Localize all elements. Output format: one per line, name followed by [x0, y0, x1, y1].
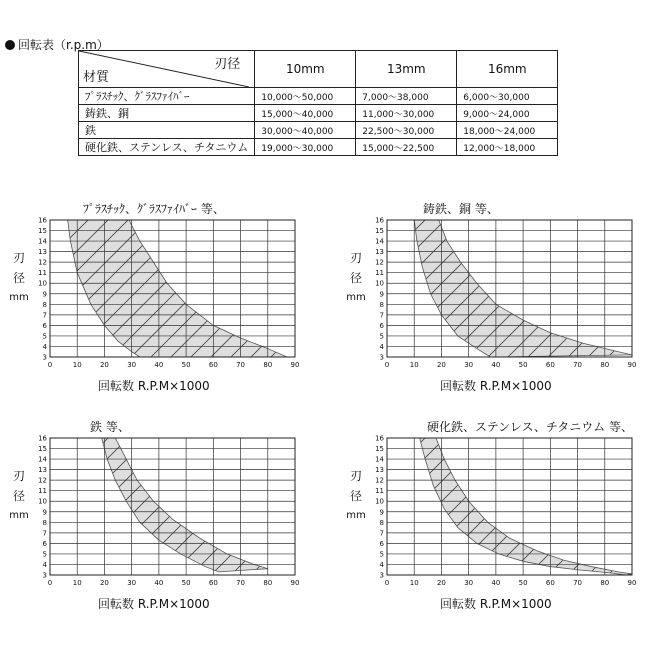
x-axis-label: 回転数 R.P.M×1000	[440, 379, 552, 393]
y-tick-label: 6	[379, 539, 384, 548]
x-axis-label: 回転数 R.P.M×1000	[440, 597, 552, 611]
column-header-10mm: 10mm	[255, 51, 356, 88]
y-tick-label: 7	[42, 529, 47, 538]
y-tick-label: 3	[42, 353, 47, 362]
chart-title: ﾌﾟﾗｽﾁｯｸ、ｸﾞﾗｽﾌｧｲﾊﾞｰ 等、	[83, 202, 225, 216]
x-tick-label: 30	[464, 361, 474, 369]
y-tick-label: 11	[38, 269, 47, 278]
header-diagonal-cell	[79, 51, 255, 88]
rpm-cell: 30,000～40,000	[255, 122, 356, 139]
y-tick-label: 10	[38, 279, 47, 288]
header-material: 材質	[83, 70, 110, 85]
y-tick-label: 5	[379, 332, 384, 341]
y-tick-label: 13	[38, 248, 47, 257]
x-tick-label: 20	[436, 579, 446, 587]
rpm-cell: 10,000～50,000	[255, 88, 356, 105]
x-tick-label: 50	[518, 579, 528, 587]
x-tick-label: 60	[208, 361, 218, 369]
x-tick-label: 60	[208, 579, 218, 587]
y-tick-label: 13	[375, 466, 384, 475]
x-tick-label: 10	[72, 579, 82, 587]
y-tick-label: 4	[379, 560, 384, 569]
chart-panel-cast-iron	[345, 200, 645, 393]
chart-panel-iron	[8, 418, 308, 611]
rpm-cell: 22,500～30,000	[356, 122, 457, 139]
table-row	[79, 105, 558, 122]
y-tick-label: 9	[42, 290, 47, 299]
x-tick-label: 50	[181, 579, 191, 587]
y-tick-label: 3	[379, 571, 384, 580]
y-tick-label: 16	[38, 216, 47, 225]
speed-range-band	[68, 220, 287, 357]
y-tick-label: 6	[42, 539, 47, 548]
x-tick-label: 90	[627, 579, 637, 587]
y-label-char: 径	[349, 489, 362, 503]
chart-svg	[8, 200, 308, 375]
y-tick-label: 8	[42, 300, 47, 309]
material-cell: 鉄	[79, 122, 255, 139]
x-tick-label: 80	[263, 361, 273, 369]
x-tick-label: 40	[491, 579, 501, 587]
y-tick-label: 16	[38, 434, 47, 443]
x-tick-label: 20	[436, 361, 446, 369]
header-diameter: 刃径	[214, 57, 241, 72]
y-label-char: 刃	[12, 469, 25, 483]
x-tick-label: 40	[491, 361, 501, 369]
y-tick-label: 3	[42, 571, 47, 580]
y-tick-label: 3	[379, 353, 384, 362]
y-tick-label: 5	[42, 550, 47, 559]
x-tick-label: 90	[290, 579, 300, 587]
y-tick-label: 13	[38, 466, 47, 475]
rpm-cell: 18,000～24,000	[457, 122, 558, 139]
chart-title: 鋳鉄、銅 等、	[423, 202, 499, 216]
y-label-char: 径	[12, 271, 25, 285]
y-tick-label: 7	[379, 529, 384, 538]
material-cell: 硬化鉄、ステンレス、チタニウム	[79, 139, 255, 156]
rpm-cell: 7,000～38,000	[356, 88, 457, 105]
y-tick-label: 8	[42, 518, 47, 527]
x-tick-label: 20	[99, 361, 109, 369]
chart-panel-hardened-steel	[345, 418, 645, 611]
x-tick-label: 30	[464, 579, 474, 587]
x-tick-label: 70	[236, 579, 246, 587]
x-tick-label: 80	[600, 579, 610, 587]
chart-title: 硬化鉄、ステンレス、チタニウム 等、	[427, 420, 633, 434]
y-label-char: 刃	[12, 251, 25, 265]
x-tick-label: 70	[236, 361, 246, 369]
x-tick-label: 30	[127, 361, 137, 369]
rpm-cell: 9,000～24,000	[457, 105, 558, 122]
x-tick-label: 60	[545, 579, 555, 587]
rpm-cell: 6,000～30,000	[457, 88, 558, 105]
rpm-cell: 15,000～40,000	[255, 105, 356, 122]
y-tick-label: 9	[379, 508, 384, 517]
y-tick-label: 6	[379, 321, 384, 330]
y-tick-label: 4	[42, 342, 47, 351]
x-axis-label: 回転数 R.P.M×1000	[98, 597, 210, 611]
rpm-cell: 11,000～30,000	[356, 105, 457, 122]
material-cell: 鋳鉄、銅	[79, 105, 255, 122]
y-tick-label: 15	[375, 445, 384, 454]
rpm-cell: 15,000～22,500	[356, 139, 457, 156]
y-tick-label: 4	[379, 342, 384, 351]
y-label-char: 刃	[349, 251, 362, 265]
y-tick-label: 7	[42, 311, 47, 320]
table-row	[79, 88, 558, 105]
table-row	[79, 139, 558, 156]
x-tick-label: 90	[627, 361, 637, 369]
y-tick-label: 7	[379, 311, 384, 320]
x-tick-label: 80	[263, 579, 273, 587]
x-tick-label: 40	[154, 579, 164, 587]
x-tick-label: 0	[384, 579, 390, 587]
y-tick-label: 10	[375, 497, 384, 506]
y-tick-label: 12	[38, 476, 47, 485]
x-tick-label: 60	[545, 361, 555, 369]
table-title-text: 回転表（r.p.m）	[18, 38, 109, 52]
y-tick-label: 14	[375, 455, 384, 464]
plot-frame	[50, 438, 295, 575]
y-tick-label: 8	[379, 518, 384, 527]
y-tick-label: 16	[375, 434, 384, 443]
rpm-table	[78, 50, 558, 156]
y-tick-label: 11	[375, 487, 384, 496]
x-tick-label: 10	[409, 361, 419, 369]
y-tick-label: 11	[38, 487, 47, 496]
x-tick-label: 30	[127, 579, 137, 587]
y-tick-label: 13	[375, 248, 384, 257]
y-tick-label: 5	[379, 550, 384, 559]
y-tick-label: 9	[379, 290, 384, 299]
speed-range-band	[102, 438, 268, 572]
x-tick-label: 20	[99, 579, 109, 587]
x-tick-label: 40	[154, 361, 164, 369]
x-tick-label: 0	[47, 361, 53, 369]
y-tick-label: 12	[375, 258, 384, 267]
x-axis-label: 回転数 R.P.M×1000	[98, 379, 210, 393]
y-tick-label: 14	[375, 237, 384, 246]
y-tick-label: 4	[42, 560, 47, 569]
bullet-icon	[5, 40, 15, 50]
y-label-char: 刃	[349, 469, 362, 483]
x-tick-label: 50	[181, 361, 191, 369]
y-tick-label: 11	[375, 269, 384, 278]
x-tick-label: 70	[573, 361, 583, 369]
chart-title: 鉄 等、	[90, 420, 130, 434]
y-tick-label: 10	[38, 497, 47, 506]
y-label-unit: mm	[346, 510, 366, 521]
x-tick-label: 0	[384, 361, 390, 369]
x-tick-label: 90	[290, 361, 300, 369]
y-tick-label: 12	[375, 476, 384, 485]
table-row	[79, 122, 558, 139]
y-tick-label: 15	[375, 227, 384, 236]
y-label-unit: mm	[9, 510, 29, 521]
y-tick-label: 14	[38, 237, 47, 246]
y-label-unit: mm	[9, 292, 29, 303]
chart-panel-plastic	[8, 200, 308, 393]
y-label-char: 径	[12, 489, 25, 503]
y-tick-label: 15	[38, 227, 47, 236]
x-tick-label: 70	[573, 579, 583, 587]
material-cell: ﾌﾟﾗｽﾁｯｸ、ｸﾞﾗｽﾌｧｲﾊﾞｰ	[79, 88, 255, 105]
y-tick-label: 12	[38, 258, 47, 267]
table-header-row	[79, 51, 558, 88]
y-tick-label: 8	[379, 300, 384, 309]
y-tick-label: 10	[375, 279, 384, 288]
x-tick-label: 80	[600, 361, 610, 369]
column-header-13mm: 13mm	[356, 51, 457, 88]
x-tick-label: 10	[409, 579, 419, 587]
rpm-cell: 19,000～30,000	[255, 139, 356, 156]
y-label-char: 径	[349, 271, 362, 285]
chart-svg	[345, 418, 645, 593]
y-tick-label: 5	[42, 332, 47, 341]
y-tick-label: 6	[42, 321, 47, 330]
chart-svg	[345, 200, 645, 375]
x-tick-label: 50	[518, 361, 528, 369]
rpm-cell: 12,000～18,000	[457, 139, 558, 156]
y-tick-label: 9	[42, 508, 47, 517]
y-tick-label: 14	[38, 455, 47, 464]
y-tick-label: 15	[38, 445, 47, 454]
y-label-unit: mm	[346, 292, 366, 303]
y-tick-label: 16	[375, 216, 384, 225]
chart-svg	[8, 418, 308, 593]
column-header-16mm: 16mm	[457, 51, 558, 88]
speed-range-band	[420, 438, 632, 575]
x-tick-label: 10	[72, 361, 82, 369]
x-tick-label: 0	[47, 579, 53, 587]
